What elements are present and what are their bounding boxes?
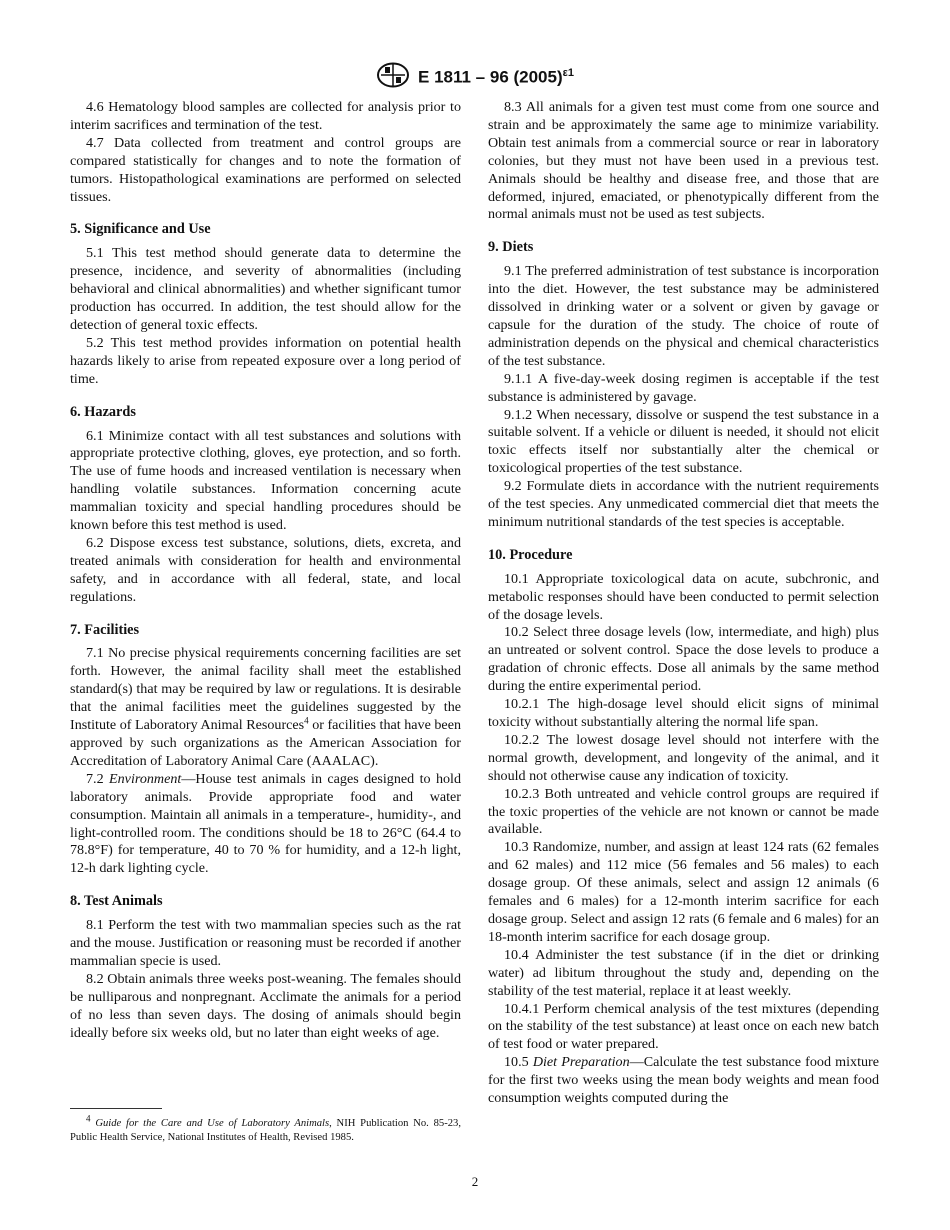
section-5-heading: 5. Significance and Use	[70, 221, 211, 238]
astm-logo-icon	[376, 62, 410, 93]
right-column	[488, 99, 879, 1108]
paragraph-6-2: 6.2 Dispose excess test substance, solutions, diets, excreta, and treated animals with consideration for health and environmental safety, and in accordance with all federal, state, and local regulations.	[70, 534, 461, 605]
page-number: 2	[471, 1174, 479, 1189]
paragraph-8-2: 8.2 Obtain animals three weeks post-weaning. The females should be nulliparous and nonpregnant. Acclimate the animals for a period of no less than seven days. The dosing of animals should begin ideally before six weeks old, but no later than eight weeks of age.	[70, 970, 461, 1041]
footnote: $^4$ Guide for the Care and Use of Laboratory Animals, NIH Publication No. 85-23, Public Health Service, National Institutes of Health, Revised 1985.	[70, 1113, 461, 1143]
paragraph-10-2-1: 10.2.1 The high-dosage level should elicit signs of minimal toxicity without substantially altering the normal life span.	[488, 696, 879, 730]
section-8-heading: 8. Test Animals	[70, 893, 163, 910]
page-header	[0, 62, 950, 90]
paragraph-6-1: 6.1 Minimize contact with all test substances and solutions with appropriate protective clothing, gloves, eye protection, and so forth. The use of fume hoods and increased ventilation is necessary when handling volatile substances. Information concerning acute mammalian toxicity and special handling procedures should be known before this test method is used.	[70, 427, 461, 534]
paragraph-10-4-1: 10.4.1 Perform chemical analysis of the test mixtures (depending on the stability of the test substance) at least once on each new batch of test food or water prepared.	[488, 1000, 879, 1053]
paragraph-10-2-3: 10.2.3 Both untreated and vehicle control groups are required if the toxic properties of the vehicle are not known or cannot be made available.	[488, 785, 879, 838]
paragraph-9-1-2: 9.1.2 When necessary, dissolve or suspend the test substance in a suitable solvent. If a vehicle or diluent is needed, it should not elicit toxic effects itself nor substantially alter the chemical or toxicological properties of the test substance.	[488, 406, 879, 477]
section-9-heading: 9. Diets	[488, 239, 534, 256]
paragraph-10-1: 10.1 Appropriate toxicological data on acute, subchronic, and metabolic responses should have been conducted to permit selection of the dosage levels.	[488, 570, 879, 623]
section-7-heading: 7. Facilities	[70, 621, 140, 638]
paragraph-9-1-1: 9.1.1 A five-day-week dosing regimen is acceptable if the test substance is administered by gavage.	[488, 370, 879, 405]
paragraph-8-3: 8.3 All animals for a given test must come from one source and strain and be approximately the same age to minimize variability. Obtain test animals from a commercial source or rear in laboratory colonies, but they must not have been used in a previous test. Animals should be healthy and disease free, and those that are deformed, injured, emaciated, or phenotypically different from the normal animals must not be used as test subjects.	[488, 99, 879, 223]
paragraph-7-2: 7.2 Environment—House test animals in cages designed to hold laboratory animals. Provide appropriate food and water consumption. Maintain all animals in a temperature-, humidity-, and light-controlled room. The conditions should be 18 to 26°C (64.4 to 78.8°F) for temperature, 40 to 70 % for humidity, and a 12-h light, 12-h dark lighting cycle.	[70, 770, 462, 877]
standard-designation: E 1811 – 96 $(2005)^{\varepsilon 1}$	[418, 67, 574, 87]
paragraph-10-5: 10.5 Diet Preparation—Calculate the test substance food mixture for the first two weeks using the mean body weights and mean food consumption weights computed during the	[488, 1054, 880, 1107]
paragraph-8-1: 8.1 Perform the test with two mammalian species such as the rat and the mouse. Justification or reasoning must be recorded if another mammalian specie is used.	[70, 917, 461, 969]
paragraph-4-6: 4.6 Hematology blood samples are collected for analysis prior to interim sacrifices and termination of the test.	[70, 99, 461, 133]
left-column	[70, 99, 461, 1043]
paragraph-10-4: 10.4 Administer the test substance (if in the diet or drinking water) ad libitum throughout the study and, depending on the stability of the test material, replace it at least weekly.	[488, 946, 879, 999]
paragraph-9-1: 9.1 The preferred administration of test substance is incorporation into the diet. However, the test substance may be administered dissolved in drinking water or a solvent or given by gavage or capsule for the duration of the study. The choice of route of administration depends on the physical and chemical characteristics of the test substance.	[488, 263, 879, 369]
footnote-ref: 4	[304, 715, 309, 726]
paragraph-7-1: 7.1 No precise physical requirements concerning facilities are set forth. However, the animal facility shall meet the established standard(s) that may be required by law or regulations. It is desirable that the animal facilities meet the guidelines suggested by the Institute of Laboratory Animal Resources$^4$ or facilities that have been approved by such organizations as the American Association for Accreditation of Laboratory Animal Care (AAALAC).	[70, 645, 461, 769]
paragraph-5-1: 5.1 This test method should generate data to determine the presence, incidence, and severity of abnormalities (including behavioral and clinical abnormalities) and whether significant tumor production has occurred. In addition, the test should allow for the detection of general toxic effects.	[70, 245, 461, 333]
paragraph-10-2: 10.2 Select three dosage levels (low, intermediate, and high) plus an untreated or solvent control. Space the dose levels to produce a gradation of chronic effects. Dose all animals by the same method during the entire experimental period.	[488, 624, 879, 695]
paragraph-10-2-2: 10.2.2 The lowest dosage level should not interfere with the normal growth, development, and longevity of the animal, and it should not otherwise cause any indication of toxicity.	[488, 731, 879, 784]
paragraph-10-3: 10.3 Randomize, number, and assign at least 124 rats (62 females and 62 males) and 112 mice (56 females and 56 males) to each dosage group. Of these animals, select and assign 12 animals (6 females and 6 males) for a 12-month interim sacrifice for each dosage group. Select and assign 12 rats (6 female and 6 males) for an 18-month interim sacrifice for each dosage group.	[488, 839, 879, 945]
paragraph-4-7: 4.7 Data collected from treatment and control groups are compared statistically for changes and to note the formation of tumors. Histopathological examinations are performed on selected tissues.	[70, 134, 461, 205]
section-6-heading: 6. Hazards	[70, 403, 136, 420]
footnote-divider	[70, 1108, 162, 1109]
section-10-heading: 10. Procedure	[488, 546, 573, 563]
paragraph-9-2: 9.2 Formulate diets in accordance with the nutrient requirements of the test species. Any unmedicated commercial diet that meets the minimum nutritional standards of the test species is acceptable.	[488, 478, 879, 530]
paragraph-5-2: 5.2 This test method provides information on potential health hazards likely to arise from repeated exposure over a long period of time.	[70, 334, 461, 387]
